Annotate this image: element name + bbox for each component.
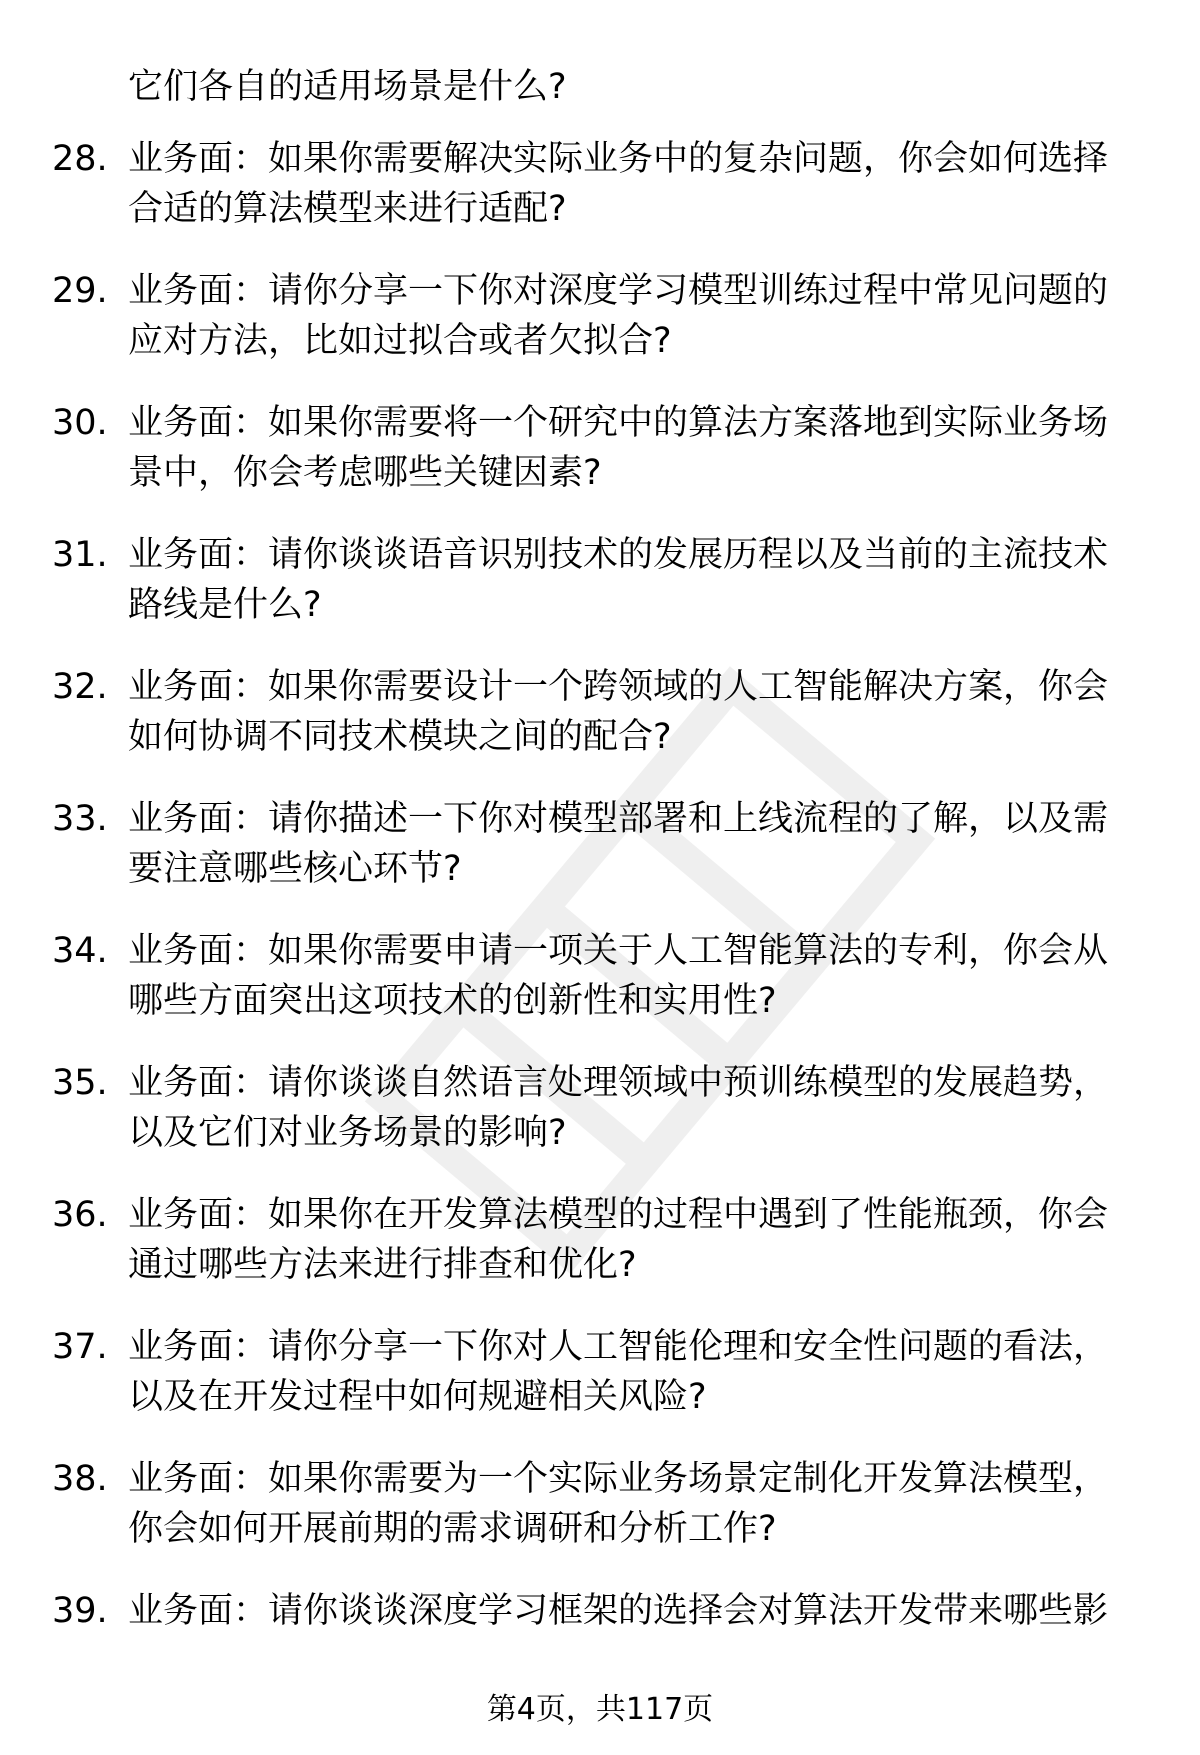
- question-number: 28.: [52, 139, 108, 179]
- question-text-line: 路线是什么?: [128, 585, 322, 625]
- continuation-line: 它们各自的适用场景是什么?: [128, 67, 567, 107]
- question-text-line: 应对方法，比如过拟合或者欠拟合?: [128, 321, 672, 361]
- question-text-line: 业务面：如果你需要申请一项关于人工智能算法的专利，你会从: [128, 931, 1109, 971]
- question-text-line: 业务面：如果你在开发算法模型的过程中遇到了性能瓶颈，你会: [128, 1195, 1109, 1235]
- question-number: 35.: [52, 1063, 108, 1103]
- question-number: 32.: [52, 667, 108, 707]
- question-text-line: 业务面：请你谈谈深度学习框架的选择会对算法开发带来哪些影: [128, 1591, 1109, 1631]
- question-number: 39.: [52, 1591, 108, 1631]
- question-text-line: 以及它们对业务场景的影响?: [128, 1113, 567, 1153]
- question-text-line: 哪些方面突出这项技术的创新性和实用性?: [128, 981, 777, 1021]
- question-number: 34.: [52, 931, 108, 971]
- question-number: 31.: [52, 535, 108, 575]
- question-text-line: 业务面：请你谈谈语音识别技术的发展历程以及当前的主流技术: [128, 535, 1109, 575]
- question-text-line: 要注意哪些核心环节?: [128, 849, 462, 889]
- question-text-line: 业务面：如果你需要解决实际业务中的复杂问题，你会如何选择: [128, 139, 1109, 179]
- page-footer: 第4页，共117页: [486, 1692, 714, 1727]
- question-text-line: 业务面：如果你需要设计一个跨领域的人工智能解决方案，你会: [128, 667, 1109, 707]
- question-text-line: 业务面：请你描述一下你对模型部署和上线流程的了解，以及需: [128, 799, 1109, 839]
- question-text-line: 业务面：如果你需要将一个研究中的算法方案落地到实际业务场: [128, 403, 1109, 443]
- question-text-line: 如何协调不同技术模块之间的配合?: [128, 717, 672, 757]
- question-number: 37.: [52, 1327, 108, 1367]
- question-text-line: 通过哪些方法来进行排查和优化?: [128, 1245, 637, 1285]
- question-text-line: 业务面：如果你需要为一个实际业务场景定制化开发算法模型，: [128, 1459, 1109, 1499]
- question-text-line: 业务面：请你分享一下你对深度学习模型训练过程中常见问题的: [128, 271, 1109, 311]
- question-text-line: 以及在开发过程中如何规避相关风险?: [128, 1377, 707, 1417]
- question-text-line: 景中，你会考虑哪些关键因素?: [128, 453, 602, 493]
- question-text-line: 业务面：请你谈谈自然语言处理领域中预训练模型的发展趋势，: [128, 1063, 1109, 1103]
- question-number: 30.: [52, 403, 108, 443]
- question-text-line: 合适的算法模型来进行适配?: [128, 189, 567, 229]
- question-text-line: 业务面：请你分享一下你对人工智能伦理和安全性问题的看法，: [128, 1327, 1109, 1367]
- question-number: 33.: [52, 799, 108, 839]
- question-number: 29.: [52, 271, 108, 311]
- question-text-line: 你会如何开展前期的需求调研和分析工作?: [128, 1509, 777, 1549]
- question-number: 36.: [52, 1195, 108, 1235]
- question-number: 38.: [52, 1459, 108, 1499]
